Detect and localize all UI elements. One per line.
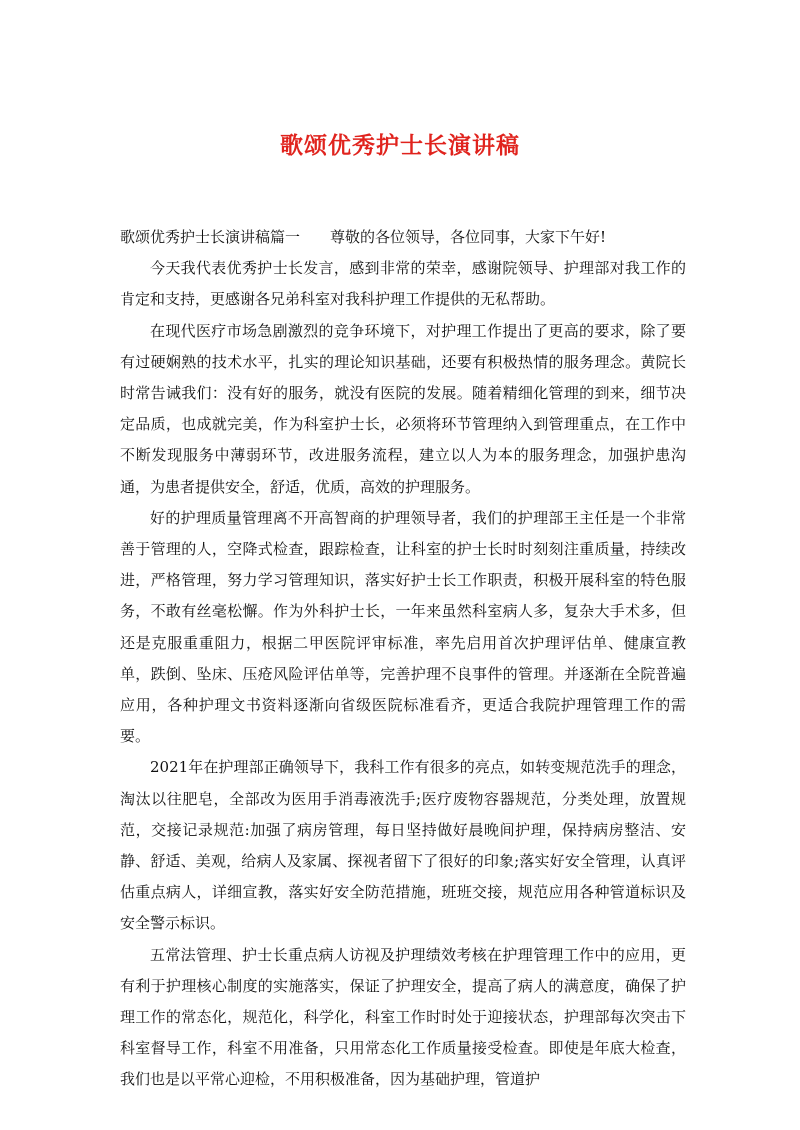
paragraph: 好的护理质量管理离不开高智商的护理领导者，我们的护理部王主任是一个非常善于管理的人，空降式检查，跟踪检查，让科室的护士长时时刻刻注重质量，持续改进，严格管理，努力学习管理知识，落实好护士长工作职责，积极开展科室的特色服务，不敢有丝毫松懈。作为外科护士长，一年来虽然科室病人多，复杂大手术多，但还是克服重重阻力，根据二甲医院评审标准，率先启用首次护理评估单、健康宣教单，跌倒、坠床、压疮风险评估单等，完善护理不良事件的管理。并逐渐在全院普遍应用，各种护理文书资料逐渐向省级医院标准看齐，更适合我院护理管理工作的需要。 xyxy=(120,508,686,746)
document-body xyxy=(120,222,686,1096)
paragraph: 2021年在护理部正确领导下，我科工作有很多的亮点，如转变规范洗手的理念，淘汰以往肥皂，全部改为医用手消毒液洗手;医疗废物容器规范，分类处理，放置规范，交接记录规范:加强了病房管理，每日坚持做好晨晚间护理，保持病房整洁、安静、舒适、美观，给病人及家属、探视者留下了很好的印象;落实好安全管理，认真评估重点病人，详细宣教，落实好安全防范措施，班班交接，规范应用各种管道标识及安全警示标识。 xyxy=(120,758,686,933)
paragraph: 在现代医疗市场急剧激烈的竞争环境下，对护理工作提出了更高的要求，除了要有过硬娴熟的技术水平，扎实的理论知识基础，还要有积极热情的服务理念。黄院长时常告诫我们：没有好的服务，就没有医院的发展。随着精细化管理的到来，细节决定品质，也成就完美，作为科室护士长，必须将环节管理纳入到管理重点，在工作中不断发现服务中薄弱环节，改进服务流程，建立以人为本的服务理念，加强护患沟通，为患者提供安全，舒适，优质，高效的护理服务。 xyxy=(120,321,686,496)
opening-greeting: 尊敬的各位领导，各位同事，大家下午好! xyxy=(330,228,607,246)
opening-heading: 歌颂优秀护士长演讲稿篇一 xyxy=(120,228,301,246)
opening-line xyxy=(120,222,686,253)
paragraph: 五常法管理、护士长重点病人访视及护理绩效考核在护理管理工作中的应用，更有利于护理核心制度的实施落实，保证了护理安全，提高了病人的满意度，确保了护理工作的常态化，规范化，科学化，科室工作时时处于迎接状态，护理部每次突击下科室督导工作，科室不用准备，只用常态化工作质量接受检查。即使是年底大检查，我们也是以平常心迎检，不用积极准备，因为基础护理，管道护 xyxy=(120,945,686,1089)
paragraph: 今天我代表优秀护士长发言，感到非常的荣幸，感谢院领导、护理部对我工作的肯定和支持，更感谢各兄弟科室对我科护理工作提供的无私帮助。 xyxy=(120,259,686,309)
document-title: 歌颂优秀护士长演讲稿 xyxy=(280,132,520,159)
